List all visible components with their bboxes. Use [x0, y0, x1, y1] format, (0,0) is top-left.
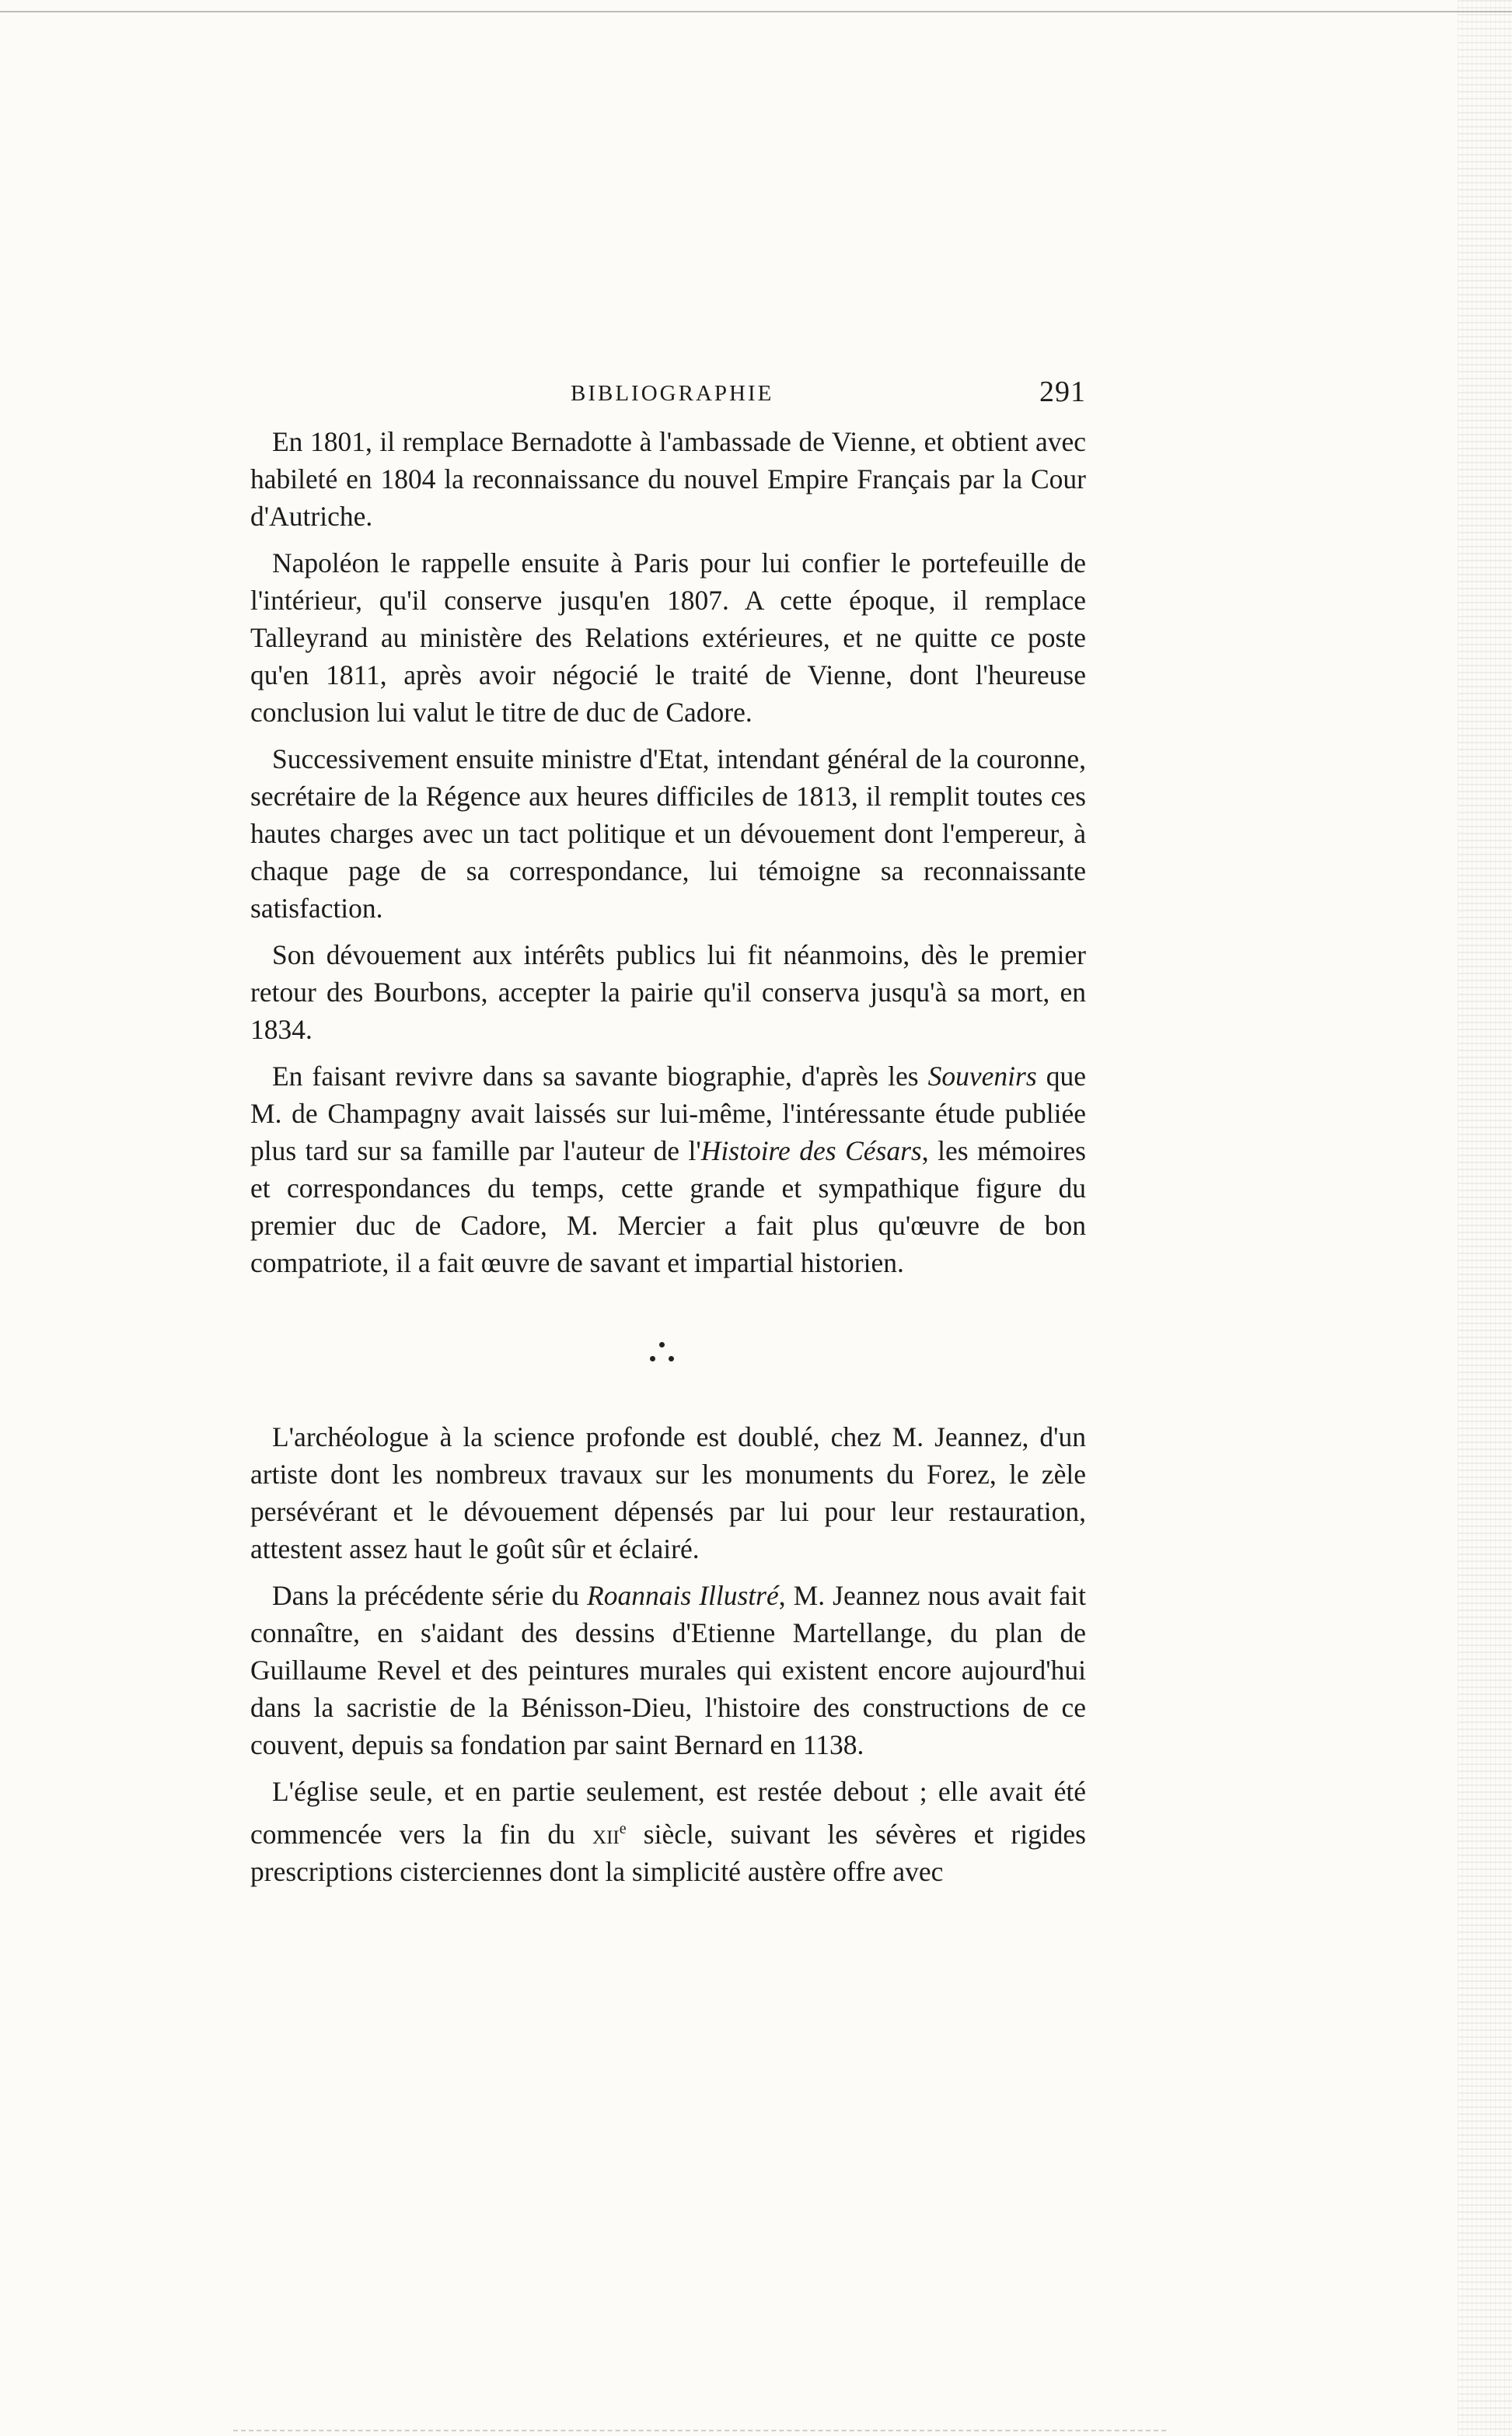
- running-title: BIBLIOGRAPHIE: [571, 381, 774, 406]
- century-numeral: xii: [592, 1818, 620, 1850]
- section-champagny: [250, 423, 1086, 1281]
- scan-top-edge: [0, 0, 1512, 12]
- paragraph: [250, 1577, 1086, 1763]
- paragraph: Successivement ensuite ministre d'Etat, intendant général de la couronne, secrétaire de la Régence aux heures difficiles de 1813, il remplit toutes ces hautes charges avec un tact politique et un dévouement dont l'empereur, à chaque page de sa correspondance, lui témoigne sa reconnaissante satisfaction.: [250, 743, 1086, 924]
- section-divider: [250, 1312, 1086, 1406]
- book-page: [250, 372, 1086, 1900]
- scan-right-edge: [1458, 0, 1512, 2436]
- italic-title: Souvenirs: [927, 1061, 1037, 1092]
- section-jeannez: [250, 1418, 1086, 1890]
- page-number: 291: [1039, 376, 1086, 408]
- italic-title: Histoire des Césars: [700, 1135, 922, 1166]
- paragraph: Son dévouement aux intérêts publics lui fit néanmoins, dès le premier retour des Bourbons, accepter la pairie qu'il conserva jusqu'à sa mort, en 1834.: [250, 939, 1086, 1045]
- asterism-icon: [647, 1342, 678, 1373]
- paragraph: L'archéologue à la science profonde est doublé, chez M. Jeannez, d'un artiste dont les nombreux travaux sur les monuments du Forez, le zèle persévérant et le dévouement dépensés par lui pour leur restauration, attestent assez haut le goût sûr et éclairé.: [250, 1421, 1086, 1564]
- italic-title: Roannais Illustré: [587, 1580, 779, 1611]
- running-head: [250, 372, 1086, 418]
- scan-bottom-edge: [233, 2430, 1166, 2431]
- text-run: En faisant revivre dans sa savante biographie, d'après les: [272, 1061, 928, 1092]
- text-run: siècle, suivant les sévères et rigides prescriptions cisterciennes dont la simplicité austère offre avec: [250, 1818, 1086, 1887]
- paragraph: Napoléon le rappelle ensuite à Paris pour lui confier le portefeuille de l'intérieur, qu'il conserve jusqu'en 1807. A cette époque, il remplace Talleyrand au ministère des Relations extérieures, et ne quitte ce poste qu'en 1811, après avoir négocié le traité de Vienne, dont l'heureuse conclusion lui valut le titre de duc de Cadore.: [250, 547, 1086, 728]
- text-run: , M. Jeannez nous avait fait connaître, en s'aidant des dessins d'Etienne Martellange, du plan de Guillaume Revel et des peintures murales qui existent encore aujourd'hui dans la sacristie de la Bénisson-Dieu, l'histoire des constructions de ce couvent, depuis sa fondation par saint Bernard en 1138.: [250, 1580, 1087, 1760]
- text-run: , les mémoires et correspondances du temps, cette grande et sympathique figure du premier duc de Cadore, M. Mercier a fait plus qu'œuvre de bon compatriote, il a fait œuvre de savant et impartial historien.: [250, 1135, 1086, 1278]
- text-run: L'église seule, et en partie seulement, est restée debout ; elle avait été commencée vers la fin du: [250, 1776, 1086, 1850]
- paragraph: [250, 1057, 1086, 1281]
- paragraph: En 1801, il remplace Bernadotte à l'ambassade de Vienne, et obtient avec habileté en 1804 la reconnaissance du nouvel Empire Français par la Cour d'Autriche.: [250, 426, 1086, 532]
- superscript: e: [619, 1820, 627, 1837]
- text-run: que M. de Champagny avait laissés sur lui-même, l'intéressante étude publiée plus tard sur sa famille par l'auteur de l': [250, 1061, 1087, 1166]
- paragraph: [250, 1773, 1086, 1890]
- text-run: Dans la précédente série du: [272, 1580, 588, 1611]
